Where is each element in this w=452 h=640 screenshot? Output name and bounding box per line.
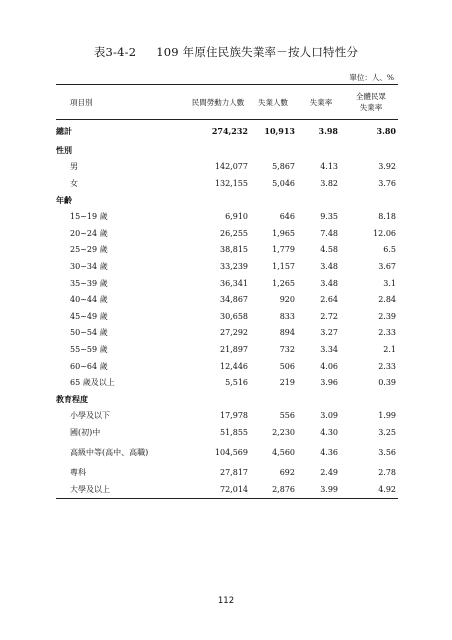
cell-national-rate: 2.33: [378, 328, 396, 338]
cell-unemployment-rate: [298, 192, 344, 209]
cell-national-rate: 4.92: [344, 481, 398, 498]
table-row: [56, 291, 398, 308]
table-title: [0, 44, 452, 60]
cell-national-rate: [344, 142, 398, 159]
header-item: 項目別: [56, 85, 188, 120]
table-row: [56, 142, 398, 159]
table-row: [56, 465, 398, 482]
cell-labor-force: 27,292: [220, 328, 248, 338]
row-label: 國(初)中: [70, 427, 101, 437]
cell-unemployed: 1,779: [272, 245, 295, 255]
cell-unemployed: 5,046: [272, 178, 295, 188]
table-title-text: 109 年原住民族失業率－按人口特性分: [156, 45, 359, 59]
cell-national-rate: 3.56: [378, 448, 396, 458]
cell-unemployment-rate: 3.98: [318, 126, 338, 136]
cell-national-rate: 0.39: [378, 378, 396, 388]
cell-national-rate: 3.25: [378, 427, 396, 437]
table-row: [56, 441, 398, 465]
cell-labor-force: [188, 391, 248, 408]
cell-unemployed: 732: [279, 344, 295, 354]
cell-unemployment-rate: 4.58: [320, 245, 338, 255]
row-label: 30~34 歲: [70, 261, 108, 271]
cell-national-rate: 3.76: [378, 178, 396, 188]
unemployment-table: [56, 84, 398, 499]
cell-unemployment-rate: 3.48: [320, 278, 338, 288]
cell-unemployed: 920: [279, 295, 295, 305]
row-label: 大學及以上: [56, 481, 188, 498]
table-row: [56, 192, 398, 209]
cell-unemployed: [248, 142, 298, 159]
cell-unemployment-rate: 2.64: [320, 295, 338, 305]
cell-labor-force: 38,815: [220, 245, 248, 255]
cell-national-rate: 8.18: [378, 212, 396, 222]
cell-unemployment-rate: 2.72: [320, 311, 338, 321]
table-row: [56, 208, 398, 225]
header-unemployment-rate: 失業率: [298, 85, 344, 120]
table-row: [56, 308, 398, 325]
cell-unemployed: 4,560: [272, 448, 295, 458]
cell-unemployed: 1,265: [272, 278, 295, 288]
table-row: [56, 275, 398, 292]
row-label: 35~39 歲: [70, 278, 108, 288]
cell-unemployment-rate: 3.96: [320, 378, 338, 388]
cell-unemployment-rate: 9.35: [320, 212, 338, 222]
cell-unemployed: 2,230: [272, 427, 295, 437]
table-row: [56, 225, 398, 242]
cell-labor-force: 21,897: [220, 344, 248, 354]
table-row: [56, 120, 398, 143]
table-row: [56, 374, 398, 391]
cell-unemployment-rate: [298, 142, 344, 159]
row-label: 男: [70, 162, 78, 172]
cell-unemployed: 894: [279, 328, 295, 338]
cell-labor-force: 30,658: [220, 311, 248, 321]
cell-national-rate: [344, 391, 398, 408]
cell-labor-force: 274,232: [211, 126, 248, 136]
cell-labor-force: 12,446: [220, 361, 248, 371]
cell-national-rate: 1.99: [378, 411, 396, 421]
cell-unemployment-rate: 4.30: [320, 427, 338, 437]
cell-unemployment-rate: [298, 391, 344, 408]
row-label: 性別: [56, 144, 72, 155]
cell-national-rate: 2.84: [378, 295, 396, 305]
cell-national-rate: 2.39: [378, 311, 396, 321]
cell-national-rate: [344, 192, 398, 209]
cell-unemployed: [248, 391, 298, 408]
cell-unemployment-rate: 3.82: [320, 178, 338, 188]
cell-unemployed: 506: [279, 361, 295, 371]
row-label: 40~44 歲: [70, 295, 108, 305]
cell-labor-force: 51,855: [220, 427, 248, 437]
header-unemployed: 失業人數: [248, 85, 298, 120]
row-label: 小學及以下: [70, 411, 110, 421]
table-row: [56, 424, 398, 441]
cell-unemployment-rate: 4.13: [320, 162, 338, 172]
row-label: 專科: [70, 468, 86, 478]
cell-labor-force: 33,239: [220, 261, 248, 271]
table-row: [56, 159, 398, 176]
header-labor-force: 民間勞動力人數: [188, 85, 248, 120]
cell-unemployment-rate: 3.99: [298, 481, 344, 498]
page-number: 112: [217, 596, 235, 606]
cell-labor-force: 142,077: [214, 162, 248, 172]
row-label: 20~24 歲: [70, 228, 108, 238]
header-national-rate: [344, 85, 398, 120]
table-row: [56, 242, 398, 259]
cell-unemployment-rate: 4.06: [320, 361, 338, 371]
cell-unemployment-rate: 3.27: [320, 328, 338, 338]
cell-national-rate: 6.5: [383, 245, 396, 255]
cell-unemployed: 1,965: [272, 228, 295, 238]
cell-labor-force: 5,516: [225, 378, 248, 388]
cell-labor-force: 104,569: [214, 448, 248, 458]
table-row: [56, 175, 398, 192]
cell-national-rate: 3.67: [378, 261, 396, 271]
table-number: 表3-4-2: [93, 45, 137, 59]
cell-labor-force: 26,255: [220, 228, 248, 238]
row-label: 15~19 歲: [70, 212, 108, 222]
cell-labor-force: 34,867: [220, 295, 248, 305]
cell-labor-force: 132,155: [214, 178, 248, 188]
cell-unemployment-rate: 3.34: [320, 344, 338, 354]
cell-unemployed: 5,867: [272, 162, 295, 172]
cell-national-rate: 2.1: [383, 344, 396, 354]
cell-national-rate: 3.1: [383, 278, 396, 288]
table-row: [56, 325, 398, 342]
row-label: 55~59 歲: [70, 344, 108, 354]
cell-labor-force: [188, 142, 248, 159]
cell-national-rate: 12.06: [373, 228, 396, 238]
cell-labor-force: 27,817: [220, 468, 248, 478]
header-national-rate-text: 全體民眾 失業率: [356, 92, 386, 112]
cell-unemployment-rate: 2.49: [320, 468, 338, 478]
table-row: [56, 358, 398, 375]
table-row: [56, 258, 398, 275]
table-row: [56, 391, 398, 408]
cell-labor-force: [188, 192, 248, 209]
row-label: 50~54 歲: [70, 328, 108, 338]
cell-national-rate: 2.78: [378, 468, 396, 478]
cell-unemployed: [248, 192, 298, 209]
cell-unemployed: 1,157: [272, 261, 295, 271]
table-row: [56, 481, 398, 498]
cell-national-rate: 3.92: [378, 162, 396, 172]
cell-labor-force: 6,910: [225, 212, 248, 222]
row-label: 年齡: [56, 194, 72, 205]
row-label: 25~29 歲: [70, 245, 108, 255]
cell-labor-force: 36,341: [220, 278, 248, 288]
header-row: [56, 85, 398, 120]
cell-unemployed: 2,876: [248, 481, 298, 498]
cell-unemployed: 556: [279, 411, 295, 421]
row-label: 教育程度: [56, 393, 88, 404]
cell-unemployment-rate: 3.09: [320, 411, 338, 421]
cell-unemployed: 219: [279, 378, 295, 388]
cell-labor-force: 17,978: [220, 411, 248, 421]
cell-unemployed: 646: [279, 212, 295, 222]
cell-unemployment-rate: 3.48: [320, 261, 338, 271]
cell-unemployed: 10,913: [264, 126, 295, 136]
row-label: 總計: [56, 125, 72, 136]
row-label: 65 歲及以上: [70, 378, 115, 388]
row-label: 45~49 歲: [70, 311, 108, 321]
table-row: [56, 341, 398, 358]
cell-unemployment-rate: 7.48: [320, 228, 338, 238]
cell-unemployed: 692: [279, 468, 295, 478]
row-label: 60~64 歲: [70, 361, 108, 371]
table-row: [56, 408, 398, 425]
cell-labor-force: 72,014: [188, 481, 248, 498]
row-label: 女: [70, 178, 78, 188]
cell-unemployment-rate: 4.36: [320, 448, 338, 458]
cell-unemployed: 833: [279, 311, 295, 321]
cell-national-rate: 2.33: [378, 361, 396, 371]
unit-note: 單位：人、%: [349, 73, 394, 82]
row-label: 高級中等(高中、高職): [70, 448, 149, 458]
cell-national-rate: 3.80: [376, 126, 396, 136]
